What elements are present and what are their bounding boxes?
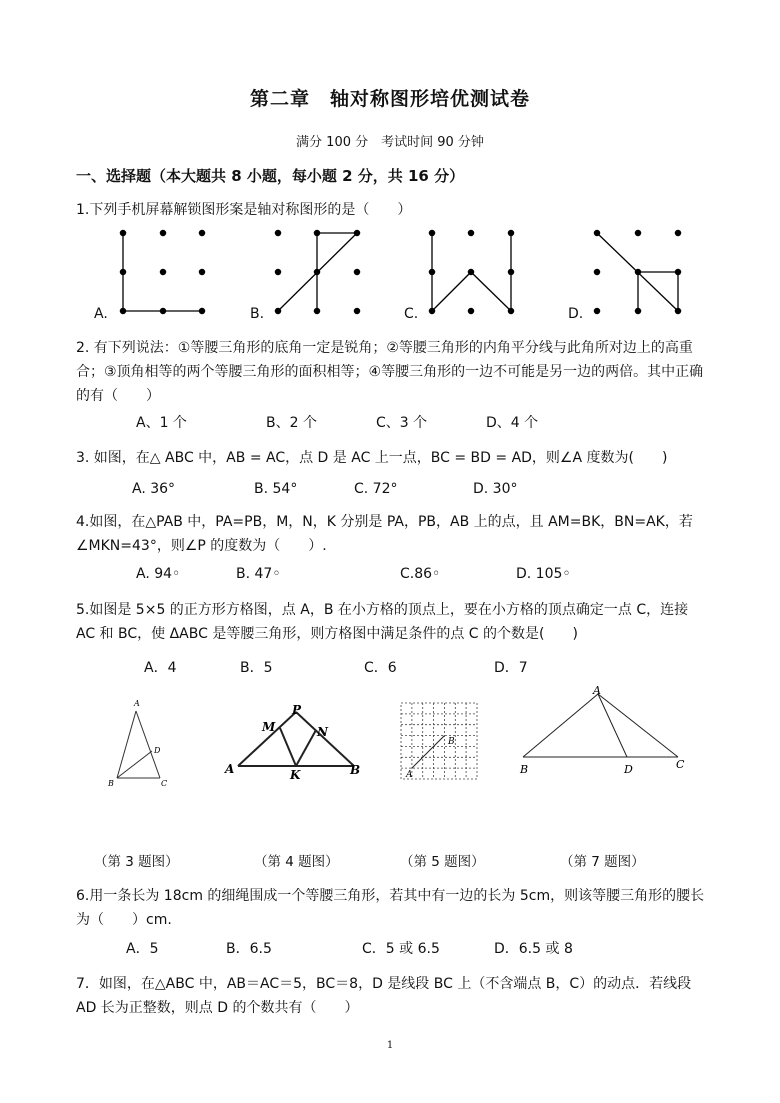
q6-option-b: B．6.5	[226, 941, 272, 957]
pattern-c	[429, 230, 513, 313]
unlock-pattern-figures	[90, 225, 700, 325]
question-1: 1.下列手机屏幕解锁图形案是轴对称图形的是（ ）	[76, 202, 412, 218]
fig4-label-p: P	[292, 703, 302, 717]
caption-fig5: （第 5 题图）	[400, 854, 485, 870]
pattern-b	[275, 230, 359, 313]
q1-label-a: A.	[94, 306, 108, 322]
caption-fig7: （第 7 题图）	[560, 854, 645, 870]
fig4-label-b: B	[350, 763, 361, 777]
pattern-a	[120, 230, 204, 313]
fig5-label-b: B	[448, 737, 455, 747]
question-4: 4.如图，在△PAB 中，PA=PB，M，N，K 分别是 PA，PB，AB 上的点，且 AM=BK，BN=AK，若∠MKN=43°，则∠P 的度数为（ ）.	[76, 514, 693, 554]
fig7-label-c: C	[676, 758, 685, 771]
fig4-label-a: A	[225, 762, 235, 776]
question-5: 5.如图是 5×5 的正方形方格图，点 A，B 在小方格的顶点上，要在小方格的顶点确定一点 C，连接 AC 和 BC，使 ΔABC 是等腰三角形，则方格图中满足条件的点 C 的个数是( )	[76, 602, 689, 642]
page-title: 第二章 轴对称图形培优测试卷	[249, 88, 530, 110]
q2-option-c: C、3 个	[376, 415, 428, 431]
fig7-label-a: A	[593, 684, 601, 697]
q4-option-d: D. 105◦	[516, 566, 571, 582]
page-number: 1	[386, 1040, 394, 1051]
figure-4	[222, 700, 372, 790]
q6-option-a: A．5	[126, 941, 159, 957]
q4-option-c: C.86◦	[400, 566, 441, 582]
fig3-label-a: A	[134, 699, 140, 708]
question-6: 6.用一条长为 18cm 的细绳围成一个等腰三角形，若其中有一边的长为 5cm，则该等腰三角形的腰长为（ ）cm.	[76, 888, 705, 928]
q3-option-c: C. 72°	[354, 481, 398, 497]
section-heading: 一、选择题（本大题共 8 小题，每小题 2 分，共 16 分）	[76, 167, 465, 185]
fig7-label-b: B	[520, 763, 529, 776]
fig4-label-m: M	[262, 720, 276, 734]
q5-option-b: B．5	[240, 660, 273, 676]
caption-fig4: （第 4 题图）	[254, 854, 339, 870]
q2-option-b: B、2 个	[266, 415, 317, 431]
fig3-label-c: C	[161, 779, 168, 788]
q4-option-a: A. 94◦	[136, 566, 181, 582]
figure-7	[515, 684, 700, 779]
fig3-label-b: B	[108, 779, 114, 788]
q2-option-a: A、1 个	[136, 415, 187, 431]
q3-option-d: D. 30°	[473, 481, 518, 497]
exam-info: 满分 100 分 考试时间 90 分钟	[296, 135, 484, 150]
q1-label-c: C.	[404, 306, 419, 322]
q6-option-d: D．6.5 或 8	[494, 941, 573, 957]
q6-option-c: C．5 或 6.5	[362, 941, 440, 957]
question-3: 3. 如图，在△ ABC 中，AB = AC，点 D 是 AC 上一点，BC = BD = AD，则∠A 度数为( )	[76, 450, 668, 466]
question-7: 7．如图，在△ABC 中，AB＝AC＝5，BC＝8，D 是线段 BC 上（不含端点 B，C）的动点．若线段 AD 长为正整数，则点 D 的个数共有（ ）	[76, 976, 692, 1016]
fig3-label-d: D	[154, 746, 161, 755]
question-2: 2. 有下列说法：①等腰三角形的底角一定是锐角；②等腰三角形的内角平分线与此角所对边上的高重合；③顶角相等的两个等腰三角形的面积相等；④等腰三角形的一边不可能是另一边的两倍。其中正确的有（ ）	[76, 340, 704, 404]
q3-option-b: B. 54°	[254, 481, 298, 497]
figure-3	[100, 695, 180, 795]
q2-option-d: D、4 个	[486, 415, 539, 431]
pattern-d	[594, 230, 680, 313]
q5-option-d: D．7	[494, 660, 528, 676]
fig4-label-n: N	[317, 725, 328, 739]
fig7-label-d: D	[624, 763, 633, 776]
fig4-label-k: K	[290, 768, 301, 782]
q1-label-b: B.	[250, 306, 265, 322]
caption-fig3: （第 3 题图）	[94, 854, 179, 870]
q5-option-a: A．4	[144, 660, 177, 676]
fig5-label-a: A	[406, 770, 413, 780]
figure-5-grid	[398, 700, 484, 782]
q5-option-c: C．6	[364, 660, 397, 676]
q4-option-b: B. 47◦	[236, 566, 281, 582]
q1-label-d: D.	[568, 306, 584, 322]
q3-option-a: A. 36°	[132, 481, 176, 497]
